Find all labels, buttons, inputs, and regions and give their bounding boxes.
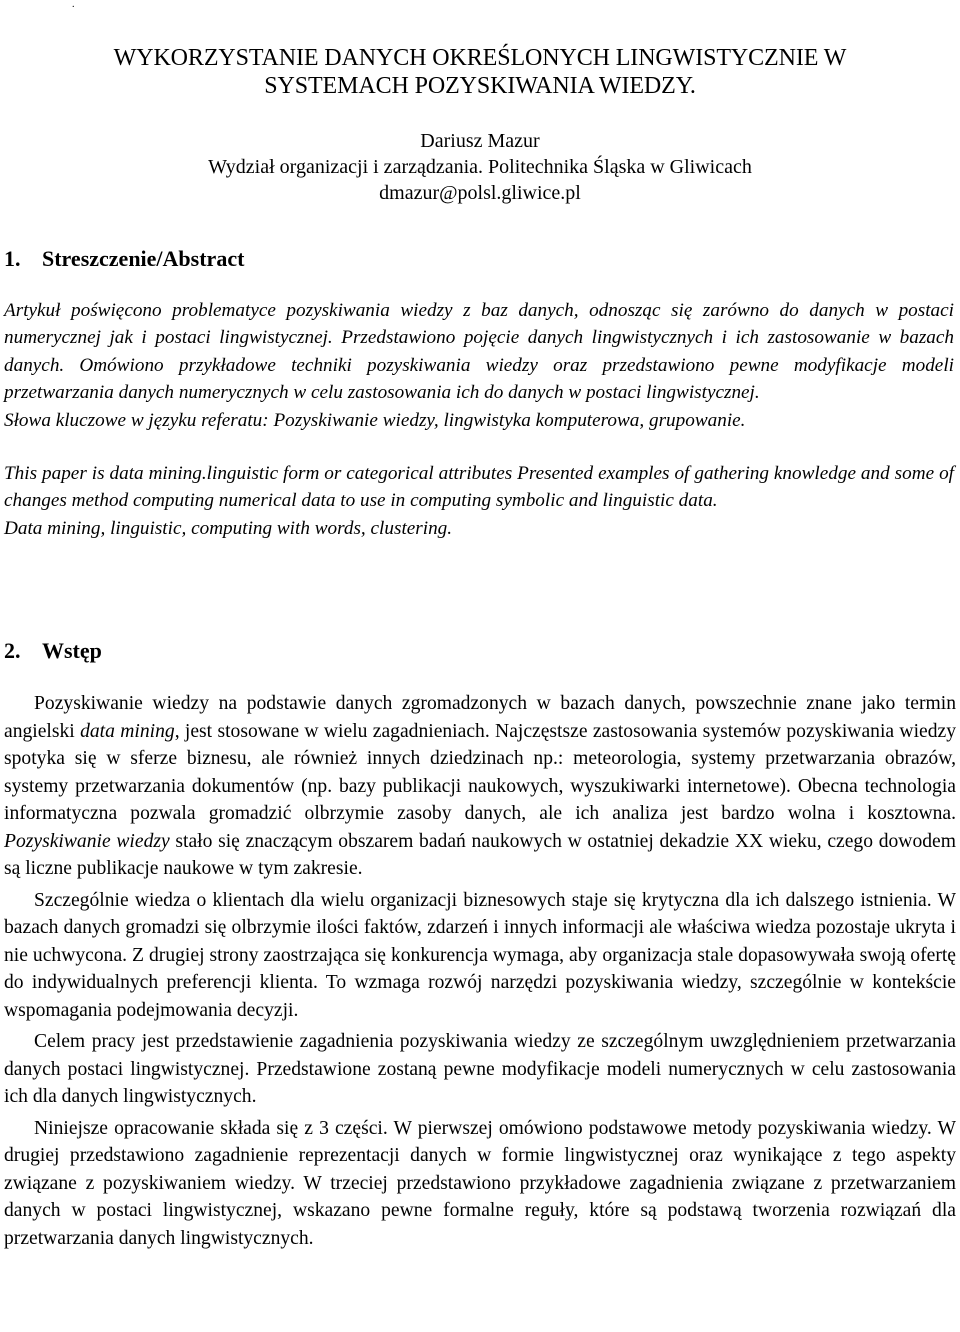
title-line-2: SYSTEMACH POZYSKIWANIA WIEDZY. [264, 73, 696, 99]
section-title: Wstęp [42, 638, 102, 663]
text-run: stało się znaczącym obszarem badań naukowych w ostatniej dekadzie XX wieku, czego dowodem są liczne publikacje naukowe w tym zakresie. [4, 830, 956, 879]
abstract-pl: Artykuł poświęcono problematyce pozyskiwania wiedzy z baz danych, odnosząc się zarówno do danych w postaci numerycznej jak i postaci lingwistycznej. Przedstawiono pojęcie danych lingwistycznych i ich zastosowanie w bazach danych. Omówiono przykładowe techniki pozyskiwania wiedzy oraz przedstawiono pewne modyfikacje modeli przetwarzania danych numerycznych w celu zastosowania ich do danych w postaci lingwistycznej. [4, 300, 954, 404]
author-name: Dariusz Mazur [420, 130, 540, 152]
intro-paragraph-1 [4, 690, 956, 883]
section-heading-intro [4, 638, 102, 664]
section-number: 1. [4, 246, 21, 271]
intro-paragraph-3: Celem pracy jest przedstawienie zagadnienia pozyskiwania wiedzy ze szczególnym uwzględnieniem przetwarzania danych postaci lingwistycznej. Przedstawione zostaną pewne modyfikacje modeli numerycznych w celu zastosowania ich dla danych lingwistycznych. [4, 1031, 956, 1107]
emphasis-data-mining: data mining [80, 720, 175, 742]
abstract-en: This paper is data mining.linguistic form or categorical attributes Presented examples of gathering knowledge and some of changes method computing numerical data to use in computing symbolic and linguistic data. [4, 463, 954, 512]
intro-paragraph-2: Szczególnie wiedza o klientach dla wielu organizacji biznesowych staje się krytyczna dla ich dalszego istnienia. W bazach danych gromadzi się olbrzymie ilości faktów, zdarzeń i innych informacji ale właściwa wiedza pozostaje ukryta i nie uchwycona. Z drugiej strony zaostrzająca się konkurencja wymaga, aby organizacja stale dopasowywała swoją ofertę do indywidualnych preferencji klienta. To wzmaga rozwój narzędzi pozyskiwania wiedzy, szczególnie w kontekście wspomagania podejmowania decyzji. [4, 889, 956, 1021]
section-heading-abstract [4, 246, 244, 272]
text-run: , jest stosowane w wielu zagadnieniach. Najczęstsze zastosowania systemów pozyskiwania wiedzy spotyka się w sferze biznesu, ale również innych dziedzinach np.: meteorologia, systemy przetwarzania obrazów, systemy przetwarzania dokumentów (np. bazy publikacji naukowych, wyszukiwarki internetowe). Obecna technologia informatyczna pozwala gromadzić olbrzymie zasoby danych, ale ich analiza jest bardzo wolna i kosztowna. [4, 720, 956, 824]
section-title: Streszczenie/Abstract [42, 246, 245, 271]
emphasis-pozyskiwanie-wiedzy: Pozyskiwanie wiedzy [4, 830, 170, 852]
paper-title [0, 44, 960, 100]
author-email: dmazur@polsl.gliwice.pl [379, 182, 581, 204]
section-number: 2. [4, 638, 21, 663]
author-block [0, 128, 960, 206]
keywords-pl: Słowa kluczowe w języku referatu: Pozyskiwanie wiedzy, lingwistyka komputerowa, grupowanie. [4, 409, 746, 431]
intro-body [4, 690, 956, 1256]
corner-dot: . [72, 0, 75, 10]
intro-paragraph-4: Niniejsze opracowanie składa się z 3 części. W pierwszej omówiono podstawowe metody pozyskiwania wiedzy. W drugiej przedstawiono zagadnienie reprezentacji danych w formie lingwistycznej oraz wynikające z tego aspekty związane z pozyskiwaniem wiedzy. W trzeciej przedstawiono przykładowe zagadnienia związane z przetwarzaniem danych w postaci lingwistycznej, wskazano pewne formalne reguły, które są podstawą tworzenia rozwiązań dla przetwarzania danych lingwistycznych. [4, 1117, 956, 1249]
abstract-block [4, 297, 954, 542]
keywords-en: Data mining, linguistic, computing with words, clustering. [4, 517, 453, 539]
author-affiliation: Wydział organizacji i zarządzania. Politechnika Śląska w Gliwicach [208, 156, 752, 178]
text-run: Pozyskiwanie wiedzy na podstawie danych zgromadzonych w bazach danych, powszechnie znane jako termin angielski [4, 693, 956, 742]
title-line-1: WYKORZYSTANIE DANYCH OKREŚLONYCH LINGWISTYCZNIE W [113, 45, 847, 71]
